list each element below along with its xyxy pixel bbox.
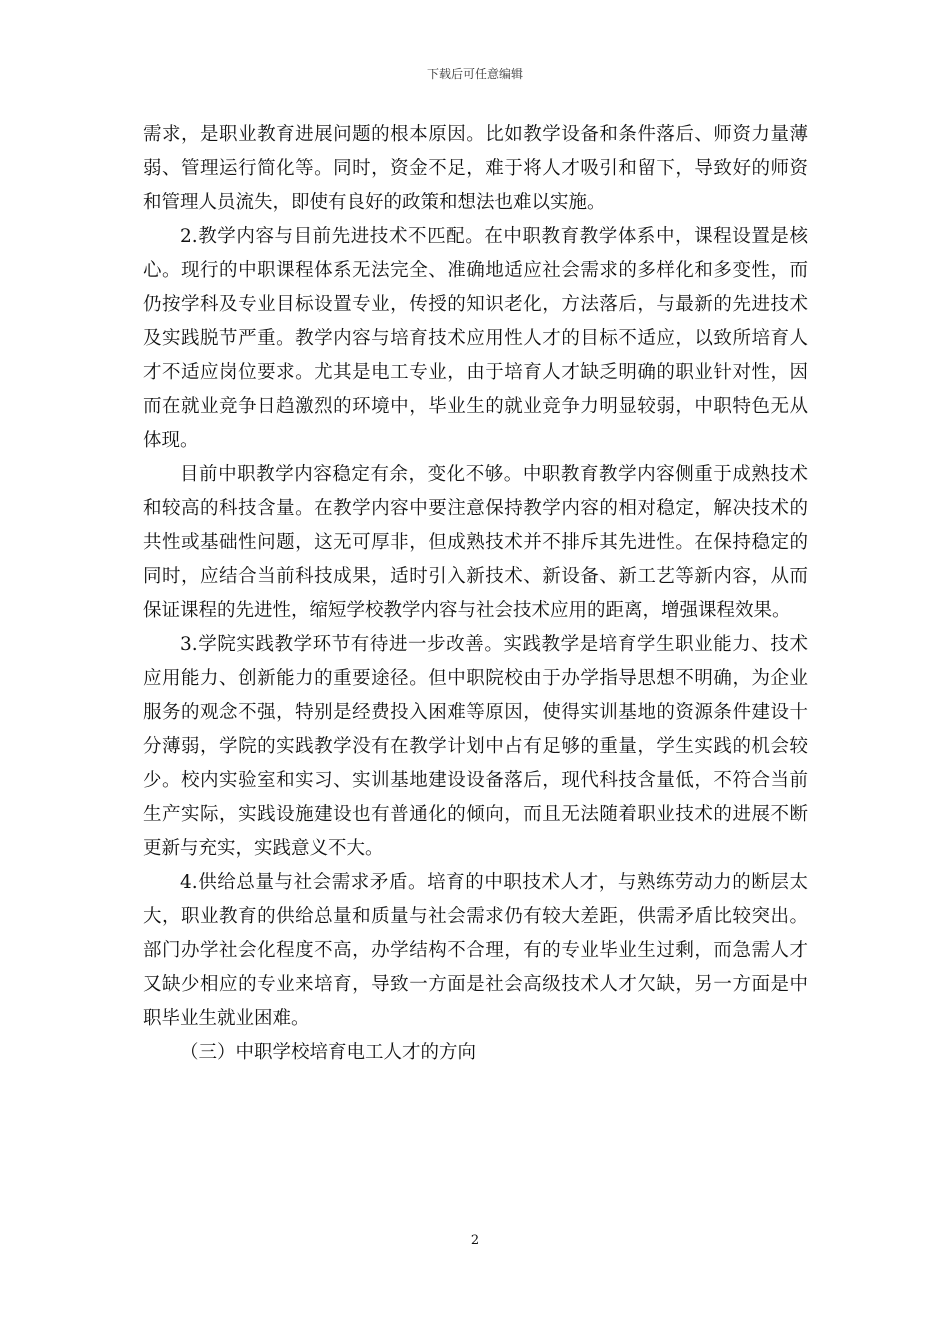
page-number: 2 [470, 1233, 480, 1248]
paragraph-item-4: 4.供给总量与社会需求矛盾。培育的中职技术人才，与熟练劳动力的断层太大，职业教育的供给总量和质量与社会需求仍有较大差距，供需矛盾比较突出。部门办学社会化程度不高，办学结构不合理，有的专业毕业生过剩，而急需人才又缺少相应的专业来培育，导致一方面是社会高级技术人才欠缺，另一方面是中职毕业生就业困难。 [143, 872, 808, 1029]
paragraph-teaching-content: 目前中职教学内容稳定有余，变化不够。中职教育教学内容侧重于成熟技术和较高的科技含量。在教学内容中要注意保持教学内容的相对稳定，解决技术的共性或基础性问题，这无可厚非，但成熟技术并不排斥其先进性。在保持稳定的同时，应结合当前科技成果，适时引入新技术、新设备、新工艺等新内容，从而保证课程的先进性，缩短学校教学内容与社会技术应用的距离，增强课程效果。 [143, 464, 808, 621]
page-header: 下载后可任意编辑 [426, 67, 523, 81]
section-heading: （三）中职学校培育电工人才的方向 [180, 1042, 477, 1063]
paragraph-item-3: 3.学院实践教学环节有待进一步改善。实践教学是培育学生职业能力、技术应用能力、创新能力的重要途径。但中职院校由于办学指导思想不明确，为企业服务的观念不强，特别是经费投入困难等原因，使得实训基地的资源条件建设十分薄弱，学院的实践教学没有在教学计划中占有足够的重量，学生实践的机会较少。校内实验室和实习、实训基地建设设备落后，现代科技含量低，不符合当前生产实际，实践设施建设也有普通化的倾向，而且无法随着职业技术的进展不断更新与充实，实践意义不大。 [143, 634, 808, 859]
document-body [143, 118, 808, 1070]
paragraph-item-2: 2.教学内容与目前先进技术不匹配。在中职教育教学体系中，课程设置是核心。现行的中职课程体系无法完全、准确地适应社会需求的多样化和多变性，而仍按学科及专业目标设置专业，传授的知识老化，方法落后，与最新的先进技术及实践脱节严重。教学内容与培育技术应用性人才的目标不适应，以致所培育人才不适应岗位要求。尤其是电工专业，由于培育人才缺乏明确的职业针对性，因而在就业竞争日趋激烈的环境中，毕业生的就业竞争力明显较弱，中职特色无从体现。 [143, 226, 808, 451]
paragraph-continuation: 需求，是职业教育进展问题的根本原因。比如教学设备和条件落后、师资力量薄弱、管理运行简化等。同时，资金不足，难于将人才吸引和留下，导致好的师资和管理人员流失，即使有良好的政策和想法也难以实施。 [143, 124, 808, 213]
